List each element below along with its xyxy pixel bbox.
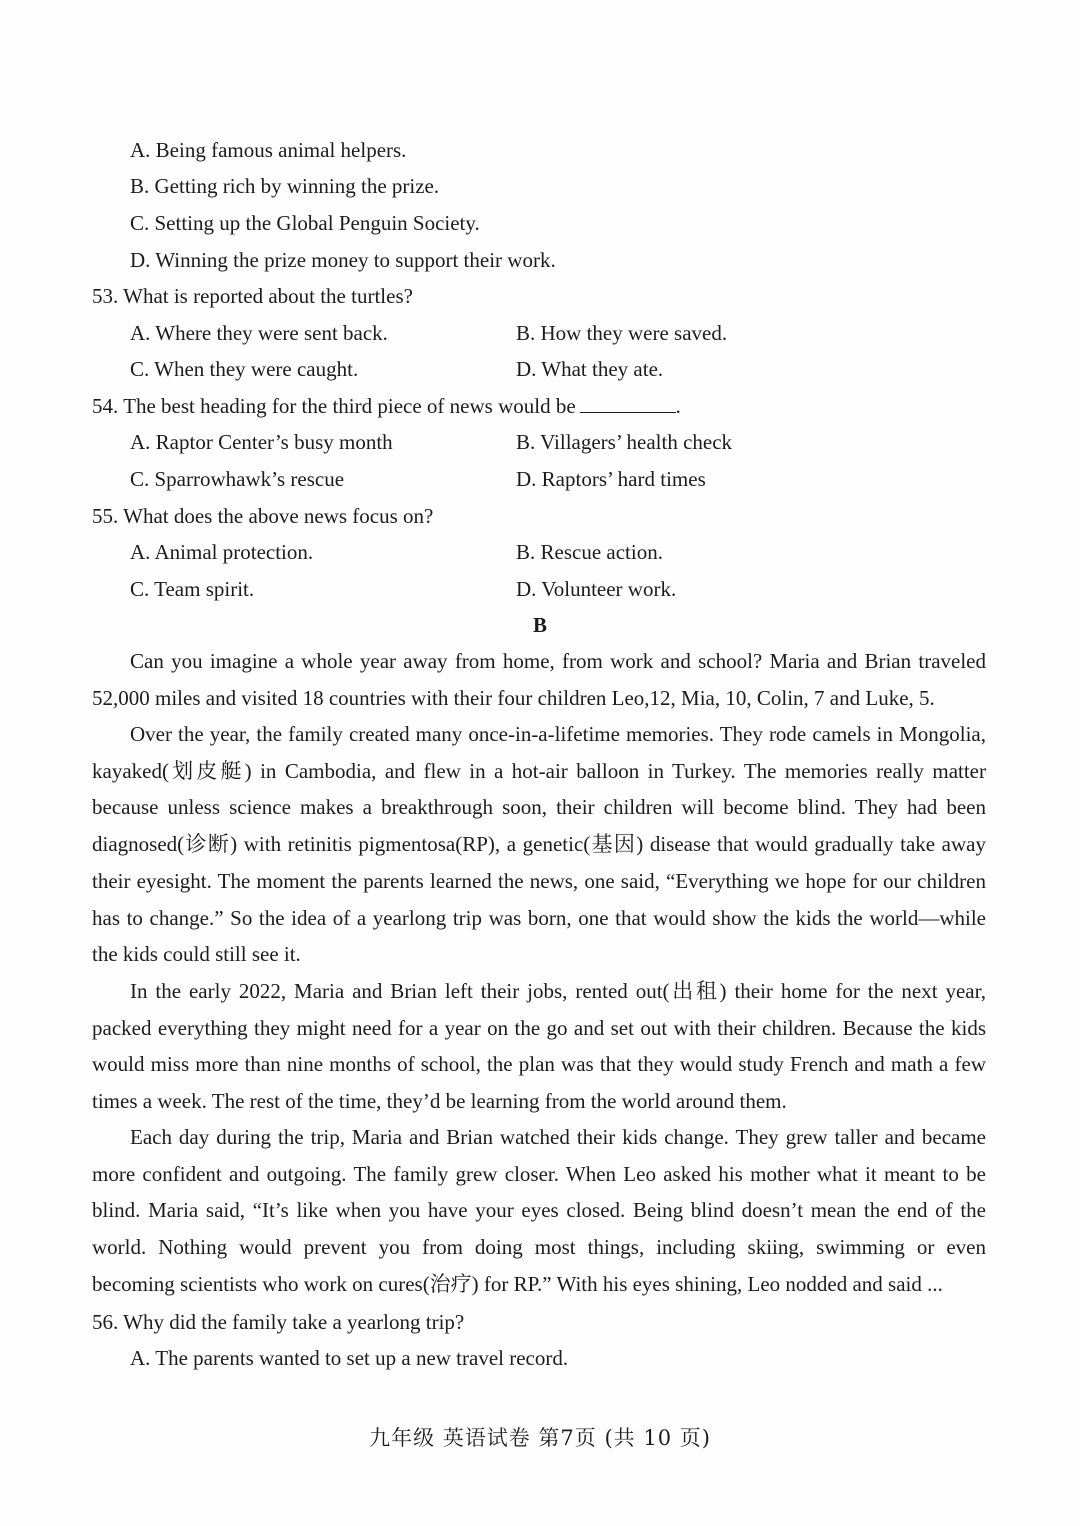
q56-stem: 56. Why did the family take a yearlong trip? (92, 1310, 465, 1334)
q54-line (92, 392, 681, 420)
q52-option-d: D. Winning the prize money to support their work. (130, 248, 556, 272)
q56-option-a: A. The parents wanted to set up a new travel record. (130, 1346, 569, 1370)
q55-option-d: D. Volunteer work. (516, 577, 677, 601)
q53-option-b: B. How they were saved. (516, 321, 728, 345)
q55-option-a: A. Animal protection. (130, 540, 314, 564)
page-footer: 九年级 英语试卷 第7页 (共 10 页) (369, 1426, 711, 1450)
q54-option-d: D. Raptors’ hard times (516, 467, 706, 491)
q52-option-a: A. Being famous animal helpers. (130, 138, 407, 162)
q53-option-d: D. What they ate. (516, 357, 664, 381)
q54-option-a: A. Raptor Center’s busy month (130, 430, 393, 454)
passage-paragraph-1 (92, 643, 986, 716)
q53-stem: 53. What is reported about the turtles? (92, 284, 413, 308)
q52-option-b: B. Getting rich by winning the prize. (130, 174, 440, 198)
q54-option-c: C. Sparrowhawk’s rescue (130, 467, 345, 491)
q52-option-c: C. Setting up the Global Penguin Society. (130, 211, 480, 235)
answer-blank (580, 394, 676, 413)
q53-option-c: C. When they were caught. (130, 357, 359, 381)
q53-option-a: A. Where they were sent back. (130, 321, 388, 345)
q55-stem: 55. What does the above news focus on? (92, 504, 434, 528)
q55-option-b: B. Rescue action. (516, 540, 663, 564)
paragraph-3-text: In the early 2022, Maria and Brian left their jobs, rented out(出租) their home for the next year, packed everything they might need for a year on the go and set out with their children. Because the kids would miss more than nine months of school, the plan was that they would study French and math a few times a week. The rest of the time, they’d be learning from the world around them. (92, 979, 986, 1114)
section-b-title: B (532, 613, 547, 637)
q54-option-b: B. Villagers’ health check (516, 430, 733, 454)
paragraph-1-text: Can you imagine a whole year away from home, from work and school? Maria and Brian traveled 52,000 miles and visited 18 countries with their four children Leo,12, Mia, 10, Colin, 7 and Luke, 5. (92, 649, 986, 710)
paragraph-4-text: Each day during the trip, Maria and Brian watched their kids change. They grew taller and became more confident and outgoing. The family grew closer. When Leo asked his mother what it meant to be blind. Maria said, “It’s like when you have your eyes closed. Being blind doesn’t mean the end of the world. Nothing would prevent you from doing most things, including skiing, swimming or even becoming scientists who work on cures(治疗) for RP.” With his eyes shining, Leo nodded and said ... (92, 1125, 986, 1296)
q55-option-c: C. Team spirit. (130, 577, 255, 601)
paragraph-2-text: Over the year, the family created many once-in-a-lifetime memories. They rode camels in Mongolia, kayaked(划皮艇) in Cambodia, and flew in a hot-air balloon in Turkey. The memories really matter because unless science makes a breakthrough soon, their children will become blind. They had been diagnosed(诊断) with retinitis pigmentosa(RP), a genetic(基因) disease that would gradually take away their eyesight. The moment the parents learned the news, one said, “Everything we hope for our children has to change.” So the idea of a yearlong trip was born, one that would show the kids the world—while the kids could still see it. (92, 722, 986, 967)
q54-stem: 54. The best heading for the third piece of news would be (92, 394, 576, 418)
q54-end: . (675, 394, 681, 418)
passage-paragraph-4 (92, 1119, 986, 1303)
passage-paragraph-3 (92, 973, 986, 1120)
passage-paragraph-2 (92, 716, 986, 973)
